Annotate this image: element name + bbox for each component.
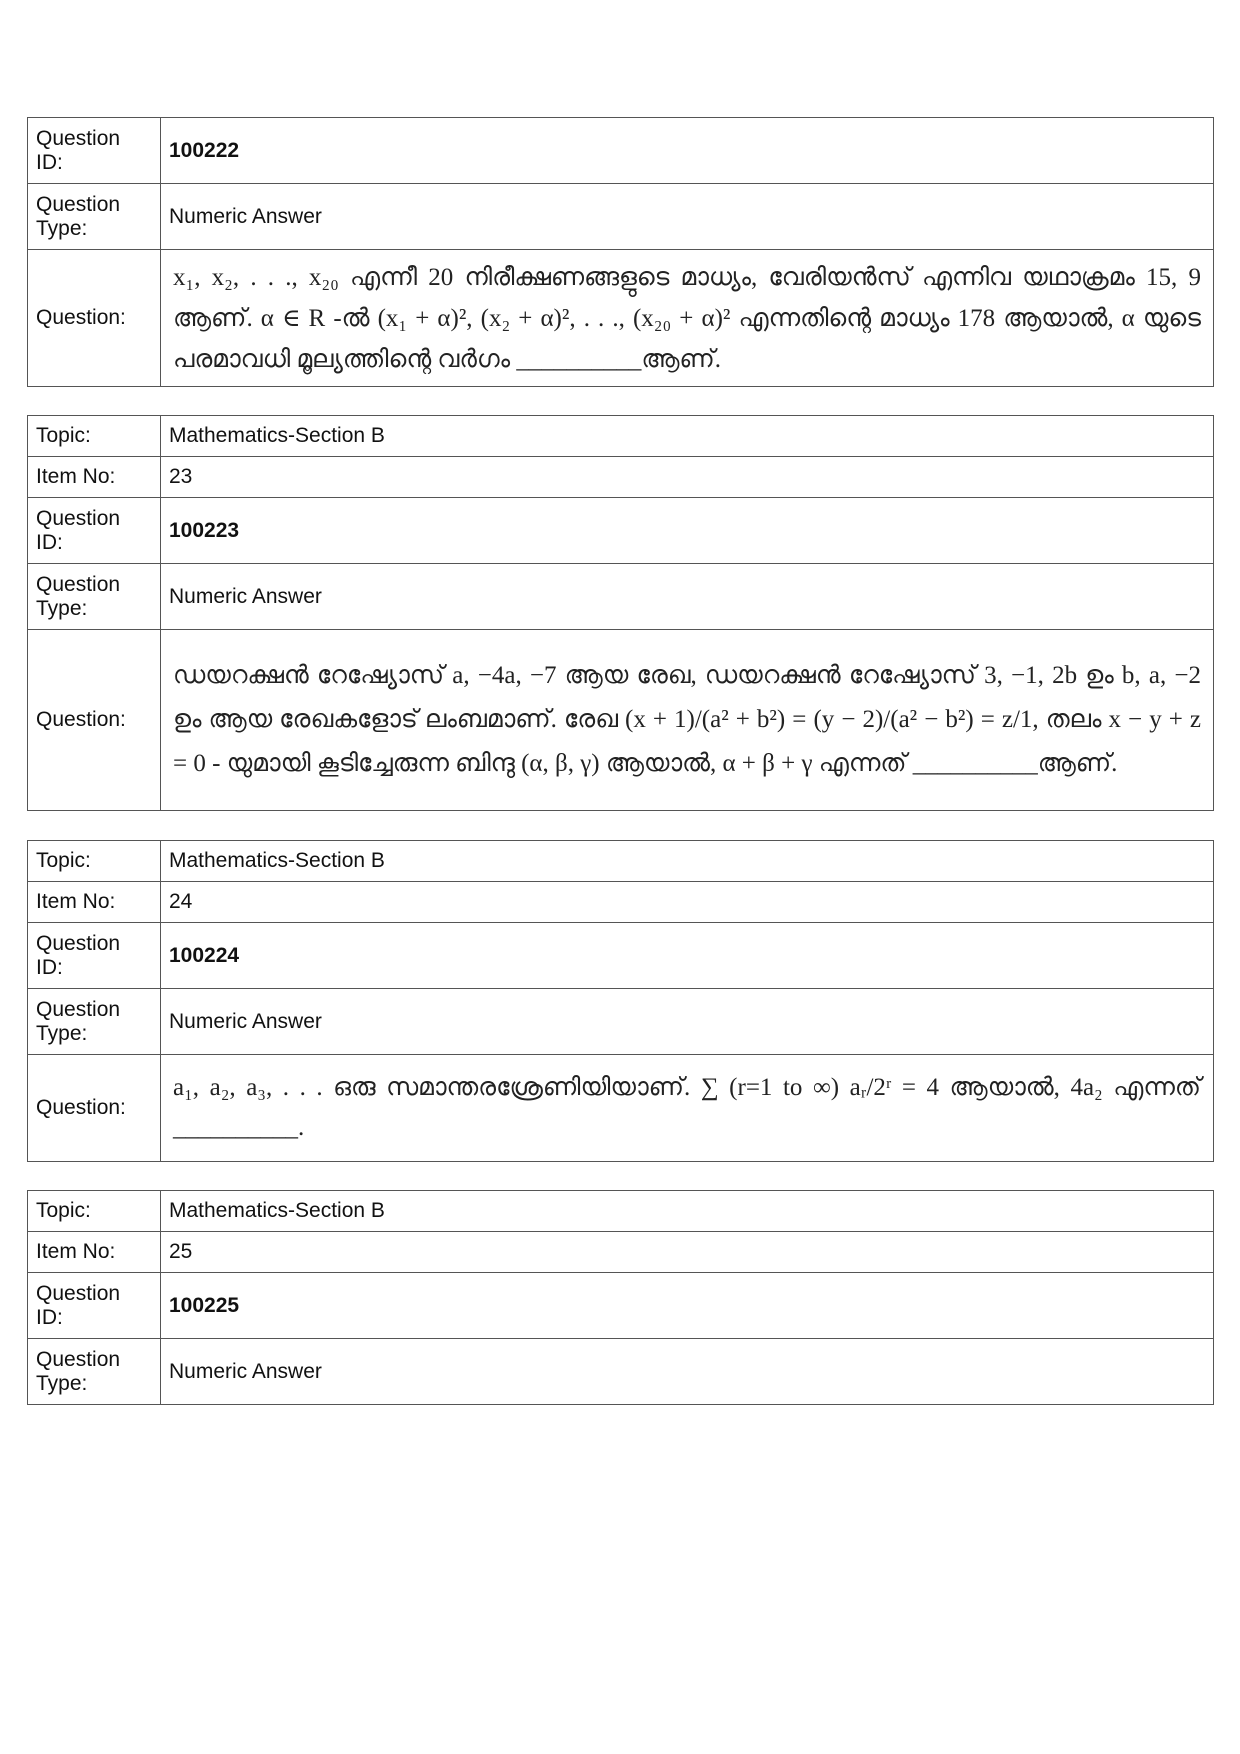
question-text: a₁, a₂, a₃, . . . ഒരു സമാന്തരശ്രേണിയിയാണ്. ∑ (r=1 to ∞) aᵣ/2ʳ = 4 ആയാൽ, 4a₂ എന്നത് __________. xyxy=(173,1074,1201,1141)
question-label: Question: xyxy=(28,250,161,387)
topic-label: Topic: xyxy=(28,416,161,457)
question-block-100223 xyxy=(27,415,1214,811)
question-id-label: Question ID: xyxy=(28,1273,161,1339)
question-text-cell xyxy=(161,250,1214,387)
item-no-label: Item No: xyxy=(28,457,161,498)
question-text-cell xyxy=(161,1055,1214,1162)
question-type-label: Question Type: xyxy=(28,564,161,630)
topic-label: Topic: xyxy=(28,841,161,882)
question-label: Question: xyxy=(28,1055,161,1162)
question-type-label: Question Type: xyxy=(28,989,161,1055)
item-no-value: 23 xyxy=(161,457,1214,498)
topic-value: Mathematics-Section B xyxy=(161,1191,1214,1232)
question-id-value: 100224 xyxy=(161,923,1214,989)
question-text: ഡയറക്ഷൻ റേഷ്യോസ് a, −4a, −7 ആയ രേഖ, ഡയറക്ഷൻ റേഷ്യോസ് 3, −1, 2b ഉം b, a, −2 ഉം ആയ രേഖകളോട് ലംബമാണ്. രേഖ (x + 1)/(a² + b²) = (y − 2)/(a² − b²) = z/1, തലം x − y + z = 0 - യുമായി കൂടിച്ചേരുന്ന ബിന്ദു (α, β, γ) ആയാൽ, α + β + γ എന്നത് __________ആണ്. xyxy=(173,662,1201,777)
question-id-label: Question ID: xyxy=(28,118,161,184)
question-text-cell xyxy=(161,630,1214,811)
question-id-value: 100222 xyxy=(161,118,1214,184)
question-type-value: Numeric Answer xyxy=(161,184,1214,250)
question-type-value: Numeric Answer xyxy=(161,1339,1214,1405)
question-block-100224 xyxy=(27,840,1214,1162)
question-id-label: Question ID: xyxy=(28,923,161,989)
question-id-value: 100225 xyxy=(161,1273,1214,1339)
question-id-value: 100223 xyxy=(161,498,1214,564)
question-text: x₁, x₂, . . ., x₂₀ എന്നീ 20 നിരീക്ഷണങ്ങളുടെ മാധ്യം, വേരിയൻസ് എന്നിവ യഥാക്രമം 15, 9 ആണ്. α ∈ R -ൽ (x₁ + α)², (x₂ + α)², . . ., (x₂₀ + α)² എന്നതിന്റെ മാധ്യം 178 ആയാൽ, α യുടെ പരമാവധി മൂല്യത്തിന്റെ വർഗം __________ആണ്. xyxy=(173,263,1201,373)
item-no-label: Item No: xyxy=(28,1232,161,1273)
topic-value: Mathematics-Section B xyxy=(161,416,1214,457)
topic-label: Topic: xyxy=(28,1191,161,1232)
question-type-label: Question Type: xyxy=(28,184,161,250)
question-type-value: Numeric Answer xyxy=(161,564,1214,630)
question-id-label: Question ID: xyxy=(28,498,161,564)
item-no-value: 24 xyxy=(161,882,1214,923)
question-label: Question: xyxy=(28,630,161,811)
topic-value: Mathematics-Section B xyxy=(161,841,1214,882)
question-block-100222 xyxy=(27,117,1214,387)
question-block-100225 xyxy=(27,1190,1214,1405)
item-no-value: 25 xyxy=(161,1232,1214,1273)
item-no-label: Item No: xyxy=(28,882,161,923)
question-type-label: Question Type: xyxy=(28,1339,161,1405)
question-type-value: Numeric Answer xyxy=(161,989,1214,1055)
